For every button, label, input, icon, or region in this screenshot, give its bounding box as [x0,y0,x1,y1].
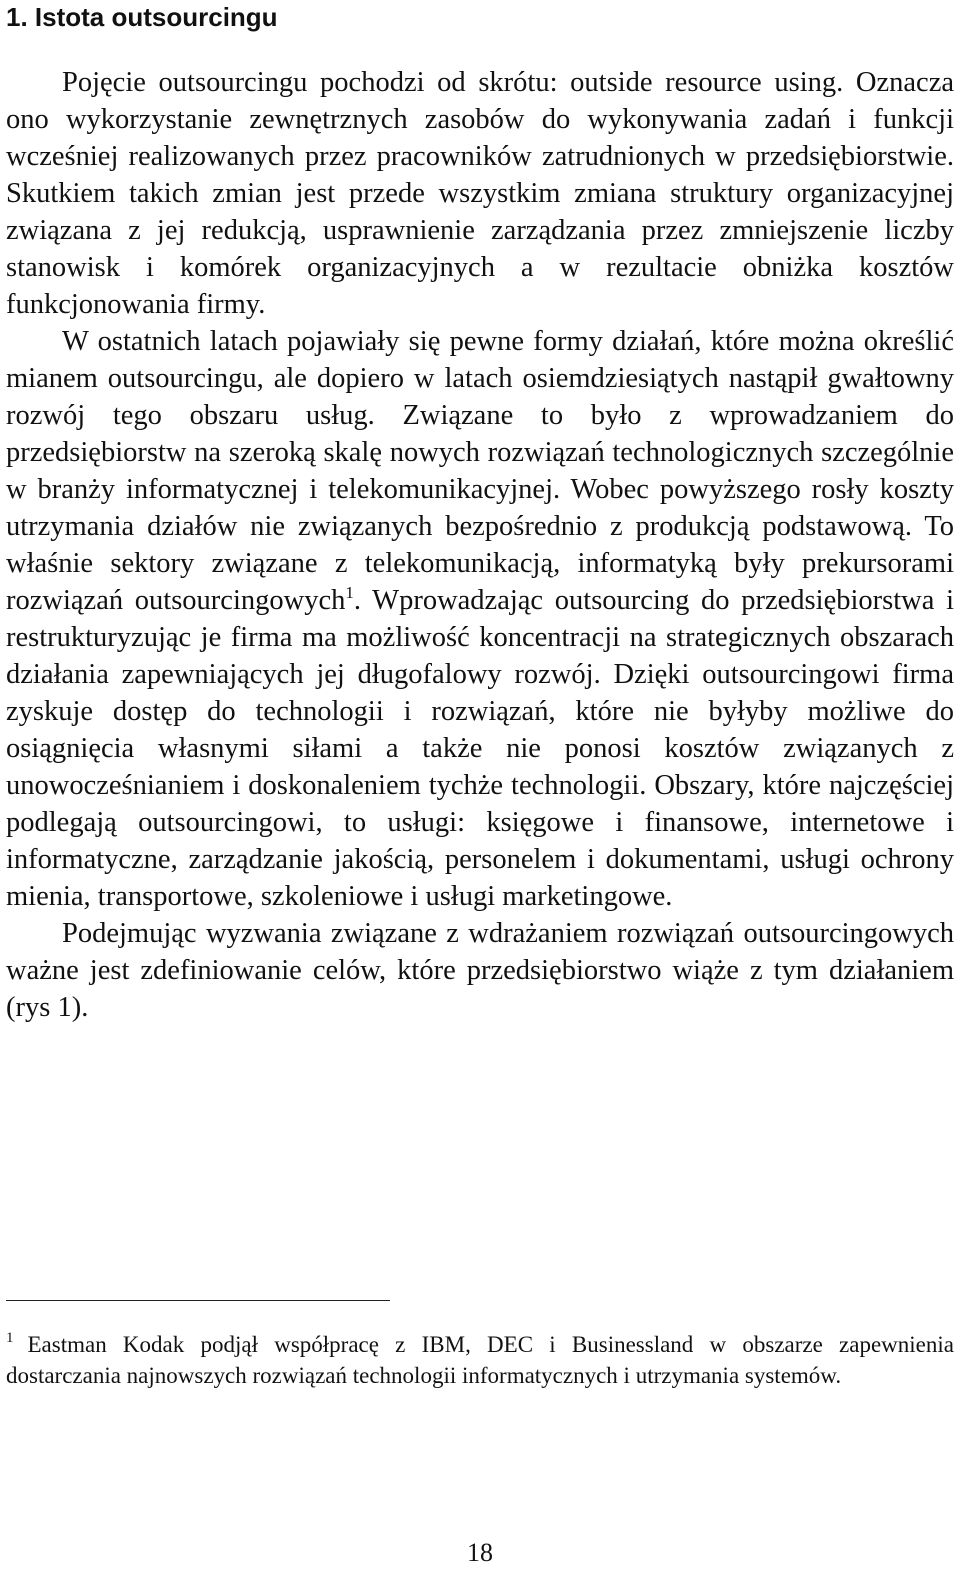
paragraph-text: Pojęcie outsourcingu pochodzi od skrótu: outside resource using. Oznacza ono wykorzystanie zewnętrznych zasobów do wykonywania zadań i funkcji wcześniej realizowanych przez pracowników zatrudnionych w przedsiębiorstwie. Skutkiem takich zmian jest przede wszystkim zmiana struktury organizacyjnej związana z jej redukcją, usprawnienie zarządzania przez zmniejszenie liczby stanowisk i komórek organizacyjnych a w rezultacie obniżka kosztów funkcjonowania firmy. [6,67,954,320]
page-number: 18 [467,1538,493,1567]
paragraph-text: Podejmując wyzwania związane z wdrażaniem rozwiązań outsourcingowych ważne jest zdefiniowanie celów, które przedsiębiorstwo wiąże z tym działaniem (rys 1). [6,918,954,1023]
paragraph-2 [6,323,954,915]
body-text [6,64,954,1026]
document-page [6,0,954,1573]
footnote-divider [6,1300,390,1301]
paragraph-text-continued: . Wprowadzając outsourcing do przedsiębiorstwa i restrukturyzując je firma ma możliwość koncentracji na strategicznych obszarach działania zapewniających jej długofalowy rozwój. Dzięki outsourcingowi firma zyskuje dostęp do technologii i rozwiązań, które nie byłyby możliwe do osiągnięcia własnymi siłami a także nie ponosi kosztów związanych z unowocześnianiem i doskonaleniem tychże technologii. Obszary, które najczęściej podlegają outsourcingowi, to usługi: księgowe i finansowe, internetowe i informatyczne, zarządzanie jakością, personelem i dokumentami, usługi ochrony mienia, transportowe, szkoleniowe i usługi marketingowe. [6,585,954,912]
paragraph-1 [6,64,954,323]
paragraph-text: W ostatnich latach pojawiały się pewne formy działań, które można określić mianem outsourcingu, ale dopiero w latach osiemdziesiątych nastąpił gwałtowny rozwój tego obszaru usług. Związane to było z wprowadzaniem do przedsiębiorstw na szeroką skalę nowych rozwiązań technologicznych szczególnie w branży informatycznej i telekomunikacyjnej. Wobec powyższego rosły koszty utrzymania działów nie związanych bezpośrednio z produkcją podstawową. To właśnie sektory związane z telekomunikacją, informatyką były prekursorami rozwiązań outsourcingowych [6,326,954,616]
footnote-mark: 1 [6,1330,14,1346]
paragraph-3 [6,915,954,1026]
section-heading: 1. Istota outsourcingu [6,2,278,32]
footnote [6,1329,954,1391]
footnote-text: Eastman Kodak podjął współpracę z IBM, DEC i Businessland w obszarze zapewnienia dostarczania najnowszych rozwiązań technologii informatycznych i utrzymania systemów. [6,1332,954,1388]
footnote-reference[interactable]: 1 [345,583,354,602]
